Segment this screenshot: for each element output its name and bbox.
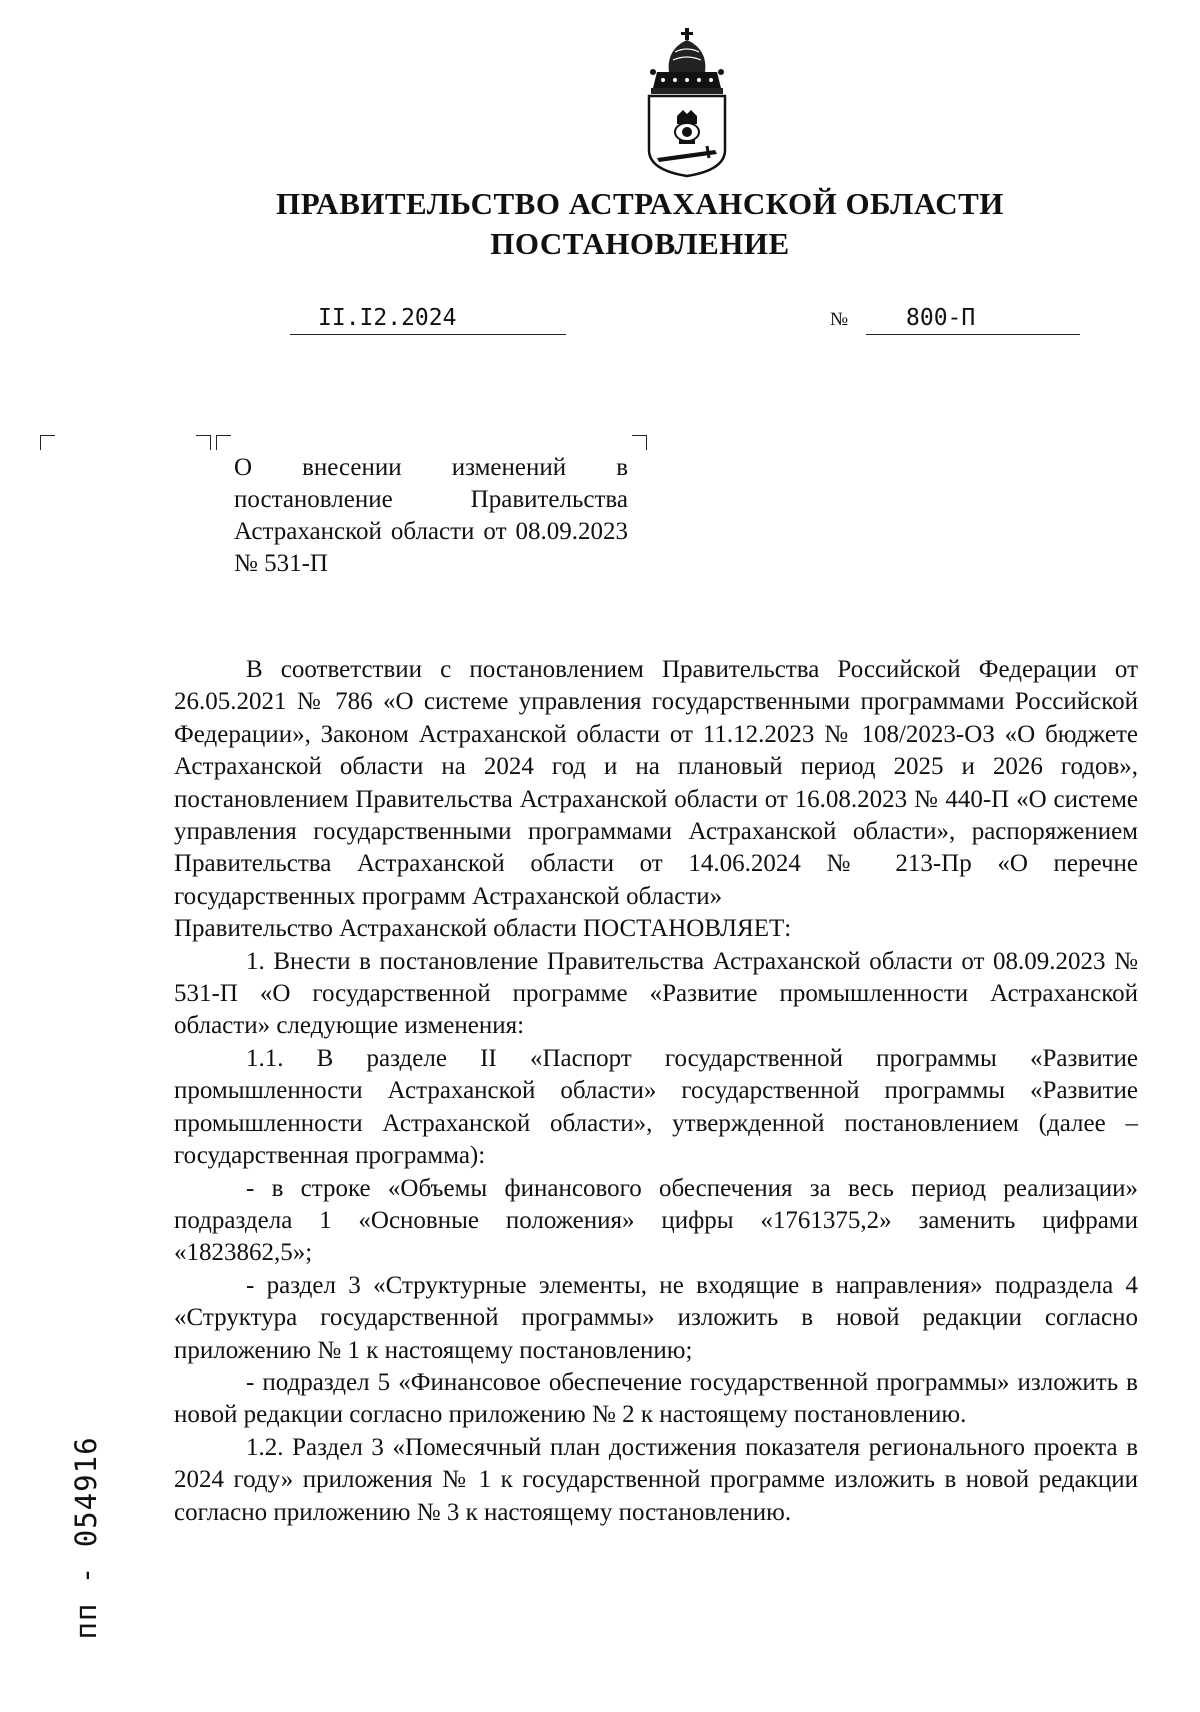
clause-1-1-item-3: - подраздел 5 «Финансовое обеспечение государственной программы» изложить в новой редакции согласно приложению № 2 к настоящему постановлению. [174,1368,1138,1429]
side-stamp-text: пп - 054916 [69,1436,103,1640]
document-number: 800-П [866,305,1080,335]
document-body [174,654,1138,1529]
number-sign: № [830,309,849,330]
corner-mark [632,435,647,450]
clause-1-2: 1.2. Раздел 3 «Помесячный план достижения показателя регионального проекта в 2024 году» приложения № 1 к государственной программе изложить в новой редакции согласно приложению № 3 к настоящему постановлению. [174,1433,1138,1526]
resolution-statement: Правительство Астраханской области ПОСТАНОВЛЯЕТ: [174,915,792,943]
document-subject: О внесении изменений в постановление Правительства Астраханской области от 08.09.2023 № 531-П [234,454,628,577]
document-type-title: ПОСТАНОВЛЕНИЕ [490,226,790,261]
coat-of-arms-icon [643,28,731,178]
clause-1: 1. Внести в постановление Правительства Астраханской области от 08.09.2023 № 531-П «О государственной программе «Развитие промышленности Астраханской области» следующие изменения: [174,947,1138,1040]
clause-1-1-item-1: - в строке «Объемы финансового обеспечения за весь период реализации» подраздела 1 «Основные положения» цифры «1761375,2» заменить цифрами «1823862,5»; [174,1174,1138,1267]
clause-1-1-item-2: - раздел 3 «Структурные элементы, не входящие в направления» подраздела 4 «Структура государственной программы» изложить в новой редакции согласно приложению № 1 к настоящему постановлению; [174,1271,1138,1364]
corner-mark [196,435,211,450]
document-date: II.I2.2024 [290,305,566,335]
preamble-paragraph: В соответствии с постановлением Правительства Российской Федерации от 26.05.2021 № 786 «О системе управления государственными программами Российской Федерации», Законом Астраханской области от 11.12.2023 № 108/2023-ОЗ «О бюджете Астраханской области на 2024 год и на плановый период 2025 и 2026 годов», постановлением Правительства Астраханской области от 16.08.2023 № 440-П «О системе управления государственными программами Астраханской области», распоряжением Правительства Астраханской области от 14.06.2024 № 213-Пр «О перечне государственных программ Астраханской области» [174,656,1138,910]
clause-1-1: 1.1. В разделе II «Паспорт государственной программы «Развитие промышленности Астраханской области» государственной программы «Развитие промышленности Астраханской области», утвержденной постановлением (далее – государственная программа): [174,1044,1138,1170]
government-title: ПРАВИТЕЛЬСТВО АСТРАХАНСКОЙ ОБЛАСТИ [276,186,1004,221]
corner-mark [40,435,55,450]
corner-mark [216,435,231,450]
side-registration-stamp [60,1388,112,1688]
